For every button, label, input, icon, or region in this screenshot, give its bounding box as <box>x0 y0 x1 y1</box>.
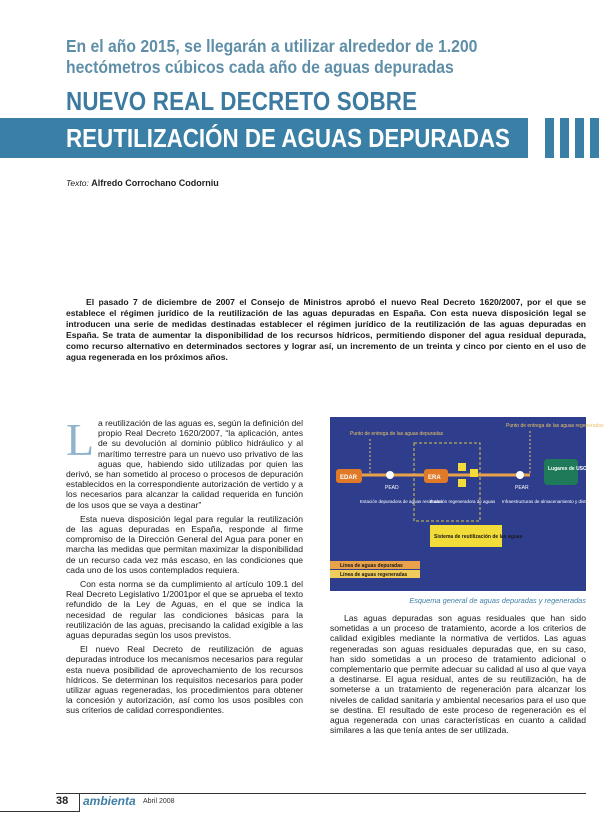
drop-cap: L <box>66 414 95 465</box>
era-label: ERA <box>428 475 441 481</box>
body-paragraph-4: El nuevo Real Decreto de reutilización de aguas depuradas introduce los mecanismos necesarios para regular esta nueva posibilidad de aprovechamiento de los recursos hídricos. Se determinan los requisitos necesarios para poder utilizar aguas regeneradas, los procedimientos para obtener la concesión y autorización, así como los usos posibles con sus criterios de calidad correspondientes. <box>66 644 303 716</box>
node-2 <box>470 469 478 477</box>
legend-regeneradas-label: Línea de aguas regeneradas <box>340 572 408 578</box>
title-stripe-2 <box>560 118 569 158</box>
byline-author: Alfredo Corrochano Codorniu <box>91 178 219 188</box>
body-paragraph-1 <box>66 414 303 510</box>
label-entrega-regeneradas: Punto de entrega de las aguas regeneradas <box>506 423 604 429</box>
page-number: 38 <box>56 795 69 807</box>
title-line-1: NUEVO REAL DECRETO SOBRE <box>66 86 418 116</box>
estacion-regeneradora-label: Estación regeneradora de aguas <box>430 499 496 504</box>
reuse-scheme-diagram <box>330 417 604 591</box>
estacion-depuradora-label: Estación depuradora de aguas residuales <box>360 499 444 504</box>
pear-label: PEAR <box>515 485 529 491</box>
magazine-name: ambienta <box>83 794 136 808</box>
lugares-uso-box <box>544 459 578 485</box>
title-line-2: REUTILIZACIÓN DE AGUAS DEPURADAS <box>66 123 510 153</box>
infraestructuras-label: Infraestructuras de almacenamiento y distribución <box>502 499 602 504</box>
pead-label: PEAD <box>385 485 399 491</box>
body-paragraph-1-text: a reutilización de las aguas es, según la definición del propio Real Decreto 1620/2007, “la aplicación, antes de su devolución al dominio público hidráulico y al marítimo terrestre para un nuevo uso privativo de las aguas que, habiendo sido utilizadas por quien las derivó, se han sometido al proceso o procesos de depuración establecidos en la correspondiente autorización de vertido y a los necesarios para alcanzar la calidad requerida en función de los usos que se vaya a destinar” <box>66 418 303 510</box>
valve-pead-icon <box>386 471 394 479</box>
label-entrega-depuradas: Punto de entrega de las aguas depuradas <box>350 431 444 437</box>
legend-depuradas-label: Línea de aguas depuradas <box>340 563 403 569</box>
lead-paragraph <box>66 297 586 362</box>
body-paragraph-2: Esta nueva disposición legal para regular la reutilización de las aguas depuradas en España, responde al firme compromiso de la Dirección General del Agua para poner en marcha las medidas que permitan maximizar la disponibilidad de un recurso cada vez más escaso, en las condiciones que cada uno de los usos contemplados requiera. <box>66 513 303 575</box>
node-3 <box>458 479 466 487</box>
node-1 <box>458 463 466 471</box>
issue-date: Abril 2008 <box>143 798 175 805</box>
figure-caption: Esquema general de aguas depuradas y regeneradas <box>409 596 586 605</box>
byline <box>66 178 219 188</box>
lugares-uso-label: Lugares de USO <box>548 466 587 472</box>
edar-label: EDAR <box>340 475 358 481</box>
title-stripe-3 <box>575 118 584 158</box>
byline-label: Texto: <box>66 178 89 188</box>
body-right-column: Las aguas depuradas son aguas residuales que han sido sometidas a un proceso de tratamiento, acorde a los criterios de calidad exigibles mediante la normativa de vertidos. Las aguas regeneradas son aguas residuales depuradas que, en su caso, han sido sometidas a un proceso de tratamiento adicional o complementario que permite adecuar su calidad al uso al que vaya a destinarse. El agua residual, antes de su reutilización, ha de someterse a un tratamiento de regeneración para alcanzar los niveles de calidad sanitaria y ambiental necesarios para el uso que se destina. El resultado de este proceso de regeneración es el agua regenerada con unas características en cuanto a calidad similares a las que tenía antes de ser utilizada. <box>330 613 586 736</box>
article-subtitle: En el año 2015, se llegarán a utilizar alrededor de 1.200 hectómetros cúbicos cada año de aguas depuradas <box>66 36 478 77</box>
title-stripe-1 <box>545 118 554 158</box>
lead-text: El pasado 7 de diciembre de 2007 el Consejo de Ministros aprobó el nuevo Real Decreto 1620/2007, por el que se establece el régimen jurídico de la reutilización de las aguas depuradas en España. Con esta nueva disposición legal se introducen una serie de medidas destinadas establecer el régimen jurídico de la reutilización de las aguas depuradas en España. Se trata de aumentar la disponibilidad de los recursos hídricos, permitiendo disponer del agua residual depurada, como recurso alternativo en determinados sectores y lograr así, un incremento de un treinta y cinco por ciento en el uso de agua regenerada en los próximos años. <box>66 297 586 362</box>
body-left-column <box>66 414 303 720</box>
title-stripe-4 <box>590 118 599 158</box>
valve-pear-icon <box>516 471 524 479</box>
sistema-label: Sistema de reutilización de las aguas <box>434 534 523 540</box>
body-paragraph-3: Con esta norma se da cumplimiento al artículo 109.1 del Real Decreto Legislativo 1/2001por el que se aprueba el texto refundido de la Ley de Aguas, en el que se indica la necesidad de regular las condiciones básicas para la reutilización de las aguas, precisando la calidad exigible a las aguas depuradas según los usos previstos. <box>66 579 303 641</box>
